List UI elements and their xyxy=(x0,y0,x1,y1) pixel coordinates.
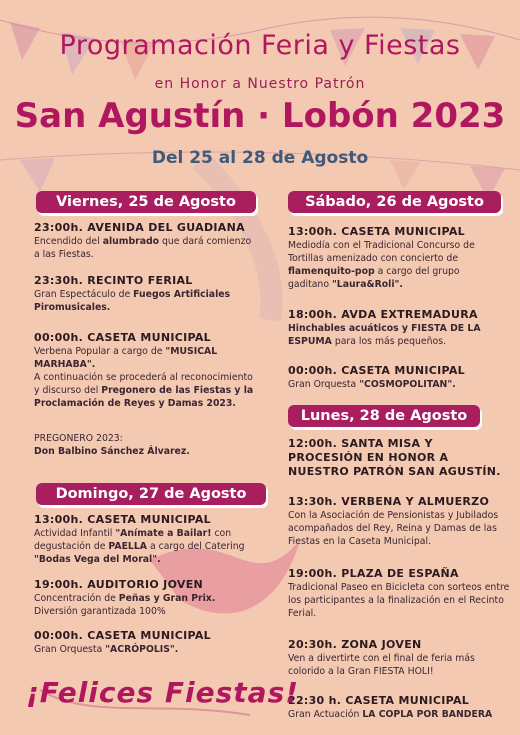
domingo-event-3 xyxy=(34,629,259,656)
sabado-event-2 xyxy=(288,308,503,348)
event-text: Verbena Popular a cargo de xyxy=(34,346,166,357)
event-highlight: "ACRÓPOLIS". xyxy=(105,644,179,655)
event-head: 20:30h. ZONA JOVEN xyxy=(288,638,422,651)
event-text: Gran Orquesta xyxy=(288,379,360,390)
event-text: Gran Orquesta xyxy=(34,644,106,655)
event-highlight: Pregonero de las Fiestas y la Proclamación de Reyes y Damas 2023. xyxy=(34,385,254,409)
event-text: Actividad Infantil xyxy=(34,528,116,539)
lunes-event-2 xyxy=(288,495,510,548)
event-text: a cargo del Catering xyxy=(146,541,245,552)
lunes-event-1 xyxy=(288,437,503,479)
viernes-pregonero xyxy=(34,432,254,458)
event-head: 23:30h. RECINTO FERIAL xyxy=(34,274,193,287)
event-text: Tradicional Paseo en Bicicleta con sorteos entre los participantes a la finalización en el Recinto Ferial. xyxy=(288,582,510,619)
date-range: Del 25 al 28 de Agosto xyxy=(151,148,369,168)
event-text: Diversión garantizada 100% xyxy=(34,606,166,617)
page-title: Programación Feria y Fiestas xyxy=(59,30,461,61)
event-highlight: "Bodas Vega del Moral". xyxy=(34,554,161,565)
honor-subtitle: en Honor a Nuestro Patrón xyxy=(154,76,366,92)
sabado-event-1 xyxy=(288,225,503,291)
event-text: A continuación se procederá al reconocimiento y discurso del xyxy=(34,372,253,396)
day-viernes: Viernes, 25 de Agosto xyxy=(36,191,256,213)
event-head: 13:00h. CASETA MUNICIPAL xyxy=(288,225,465,238)
event-highlight: PAELLA xyxy=(108,541,147,552)
event-text: Encendido del xyxy=(34,236,103,247)
event-head: 19:00h. PLAZA DE ESPAÑA xyxy=(288,567,459,580)
lunes-event-5 xyxy=(288,694,510,721)
lunes-event-4 xyxy=(288,638,510,678)
event-text: PREGONERO 2023: xyxy=(34,433,123,444)
day-domingo: Domingo, 27 de Agosto xyxy=(36,483,266,505)
viernes-event-1 xyxy=(34,221,254,261)
event-text: que dará comienzo a las Fiestas. xyxy=(34,236,252,260)
event-text: Mediodía con el Tradicional Concurso de Tortillas amenizado con concierto de xyxy=(288,240,475,264)
event-highlight: Peñas y Gran Prix. xyxy=(118,593,216,604)
event-highlight: "Anímate a Bailar! xyxy=(115,528,212,539)
lunes-event-3 xyxy=(288,567,510,620)
event-head: 13:30h. VERBENA Y ALMUERZO xyxy=(288,495,490,508)
event-highlight: Hinchables acuáticos y FIESTA DE LA ESPUMA xyxy=(288,323,481,347)
domingo-event-2 xyxy=(34,578,259,618)
event-highlight: Fuegos Artificiales Piromusicales. xyxy=(34,289,231,313)
event-text: Gran Espectáculo de xyxy=(34,289,134,300)
event-head: 19:00h. AUDITORIO JOVEN xyxy=(34,578,204,591)
event-head: 23:00h. AVENIDA DEL GUADIANA xyxy=(34,221,245,234)
event-head: 00:00h. CASETA MUNICIPAL xyxy=(34,629,211,642)
event-head: 18:00h. AVDA EXTREMADURA xyxy=(288,308,478,321)
event-highlight: "COSMOPOLITAN". xyxy=(359,379,456,390)
event-head: 13:00h. CASETA MUNICIPAL xyxy=(34,513,211,526)
event-highlight: "Laura&Roli". xyxy=(331,279,403,290)
event-text: a cargo del grupo gaditano xyxy=(288,266,460,290)
day-sabado: Sábado, 26 de Agosto xyxy=(288,191,501,213)
sabado-event-3 xyxy=(288,364,503,391)
event-head: 00:00h. CASETA MUNICIPAL xyxy=(288,364,465,377)
event-highlight: Don Balbino Sánchez Álvarez. xyxy=(34,446,190,457)
event-text: para los más pequeños. xyxy=(331,336,447,347)
event-text: Ven a divertirte con el final de feria más colorido a la Gran FIESTA HOLI! xyxy=(288,653,475,677)
viernes-event-2 xyxy=(34,274,254,314)
event-highlight: "MUSICAL MARHABA". xyxy=(34,346,218,370)
event-head: 22:30 h. CASETA MUNICIPAL xyxy=(288,694,470,707)
event-text: Concentración de xyxy=(34,593,119,604)
event-highlight: alumbrado xyxy=(102,236,160,247)
event-highlight: flamenquito-pop xyxy=(288,266,375,277)
event-text: Gran Actuación xyxy=(288,709,363,720)
event-head: 12:00h. SANTA MISA Y PROCESIÓN EN HONOR A NUESTRO PATRÓN SAN AGUSTÍN. xyxy=(288,437,501,478)
event-text: Con la Asociación de Pensionistas y Jubilados acompañados del Rey, Reina y Damas de las Fiestas en la Caseta Municipal. xyxy=(288,510,499,547)
domingo-event-1 xyxy=(34,513,259,566)
felices-fiestas: ¡Felices Fiestas! xyxy=(26,676,300,709)
viernes-event-3 xyxy=(34,331,254,410)
event-text: con degustación de xyxy=(34,528,232,552)
main-title: San Agustín · Lobón 2023 xyxy=(14,96,506,136)
day-lunes: Lunes, 28 de Agosto xyxy=(288,405,480,427)
event-highlight: LA COPLA POR BANDERA xyxy=(362,709,493,720)
event-head: 00:00h. CASETA MUNICIPAL xyxy=(34,331,211,344)
